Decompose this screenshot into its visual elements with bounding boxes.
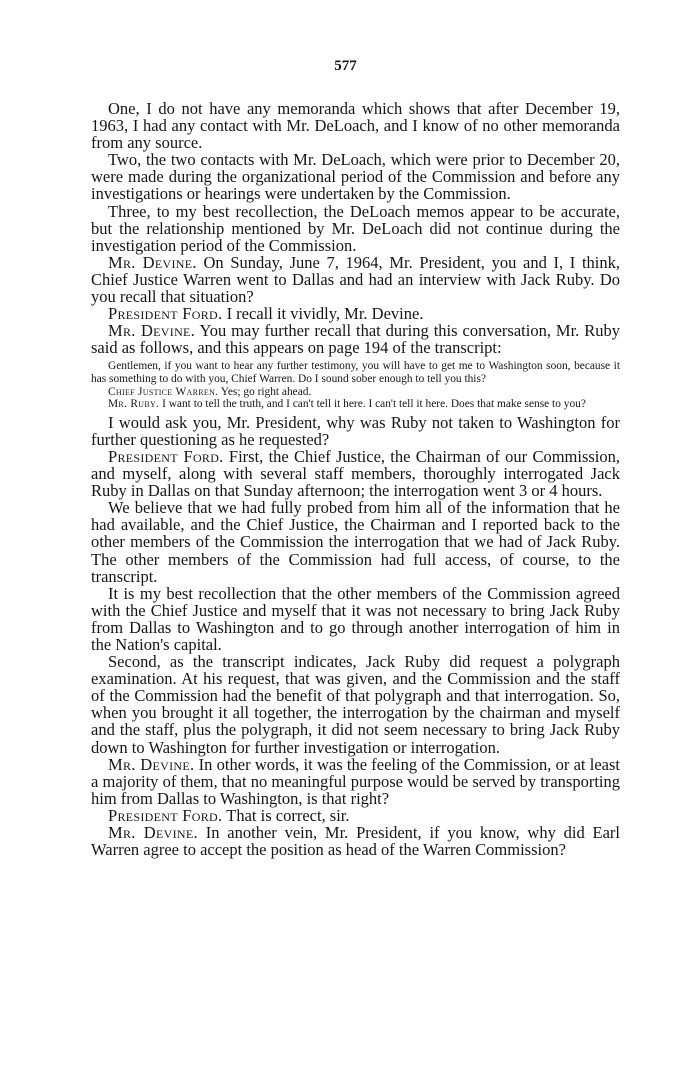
paragraph-text: That is correct, sir. (226, 805, 350, 825)
page-number: 577 (334, 58, 357, 74)
body-text (91, 100, 620, 858)
paragraph-text: In another vein, Mr. President, if you know, why did Earl Warren agree to accept the position as head of the Warren Commission? (91, 823, 620, 860)
paragraph (91, 203, 620, 254)
paragraph-text: Gentlemen, if you want to hear any further testimony, you will have to get me to Washington soon, because it has something to do with you, Chief Warren. Do I sound sober enough to tell you this? (91, 360, 620, 385)
paragraph (91, 824, 620, 858)
paragraph-text: I recall it vividly, Mr. Devine. (226, 304, 424, 324)
paragraph-text: Yes; go right ahead. (220, 385, 312, 398)
speaker-name: Mr. Devine. (108, 754, 195, 774)
paragraph (91, 151, 620, 202)
speaker-name: President Ford. (108, 446, 224, 466)
paragraph (91, 499, 620, 584)
speaker-name: Mr. Devine. (108, 823, 198, 843)
paragraph (91, 322, 620, 356)
quote-paragraph (91, 386, 620, 399)
speaker-name: Mr. Devine. (108, 252, 197, 272)
paragraph-text: You may further recall that during this conversation, Mr. Ruby said as follows, and this appears on page 194 of the transcript: (91, 321, 620, 358)
quote-paragraph (91, 398, 620, 411)
speaker-name: Mr. Ruby. (108, 398, 160, 411)
paragraph-text: First, the Chief Justice, the Chairman of our Commission, and myself, along with several staff members, thoroughly interrogated Jack Ruby in Dallas on that Sunday afternoon; the interrogation went 3 or 4 hours. (91, 446, 620, 501)
paragraph-text: Second, as the transcript indicates, Jack Ruby did request a polygraph examination. At his request, that was given, and the Commission and the staff of the Commission had the benefit of that polygraph and that interrogation. So, when you brought it all together, the interrogation by the chairman and myself and the staff, plus the polygraph, it did not seem necessary to bring Jack Ruby down to Washington for further investigation or interrogation. (91, 652, 620, 757)
paragraph (91, 414, 620, 448)
paragraph (91, 756, 620, 807)
paragraph-text: I would ask you, Mr. President, why was Ruby not taken to Washington for further questioning as he requested? (91, 412, 620, 449)
paragraph (91, 254, 620, 305)
paragraph-text: Two, the two contacts with Mr. DeLoach, which were prior to December 20, were made during the organizational period of the Commission and before any investigations or hearings were undertaken by the Commission. (91, 150, 620, 204)
speaker-name: Chief Justice Warren. (108, 385, 219, 398)
paragraph (91, 305, 620, 322)
block-quote (91, 360, 620, 410)
paragraph (91, 807, 620, 824)
paragraphs-before-quote (91, 100, 620, 356)
speaker-name: Mr. Devine. (108, 321, 196, 341)
paragraph-text: Three, to my best recollection, the DeLoach memos appear to be accurate, but the relationship mentioned by Mr. DeLoach did not continue during the investigation period of the Commission. (91, 201, 620, 255)
paragraph (91, 448, 620, 499)
paragraph (91, 100, 620, 151)
paragraph (91, 653, 620, 756)
paragraph-text: We believe that we had fully probed from him all of the information that he had available, and the Chief Justice, the Chairman and I reported back to the other members of the Commission the interrogation that we had of Jack Ruby. The other members of the Commission had full access, of course, to the transcript. (91, 498, 620, 586)
paragraph-text: I want to tell the truth, and I can't tell it here. I can't tell it here. Does that make sense to you? (162, 398, 586, 411)
quote-paragraph (91, 360, 620, 385)
paragraph-text: One, I do not have any memoranda which shows that after December 19, 1963, I had any contact with Mr. DeLoach, and I know of no other memoranda from any source. (91, 99, 620, 153)
paragraphs-after-quote (91, 414, 620, 858)
speaker-name: President Ford. (108, 805, 223, 825)
speaker-name: President Ford. (108, 304, 223, 324)
paragraph-text: In other words, it was the feeling of the Commission, or at least a majority of them, that no meaningful purpose would be served by transporting him from Dallas to Washington, is that right? (91, 754, 620, 808)
paragraph (91, 585, 620, 653)
paragraph-text: It is my best recollection that the other members of the Commission agreed with the Chief Justice and myself that it was not necessary to bring Jack Ruby from Dallas to Washington and to go through another interrogation of him in the Nation's capital. (91, 583, 620, 654)
paragraph-text: On Sunday, June 7, 1964, Mr. President, you and I, I think, Chief Justice Warren went to Dallas and had an interview with Jack Ruby. Do you recall that situation? (91, 252, 621, 307)
